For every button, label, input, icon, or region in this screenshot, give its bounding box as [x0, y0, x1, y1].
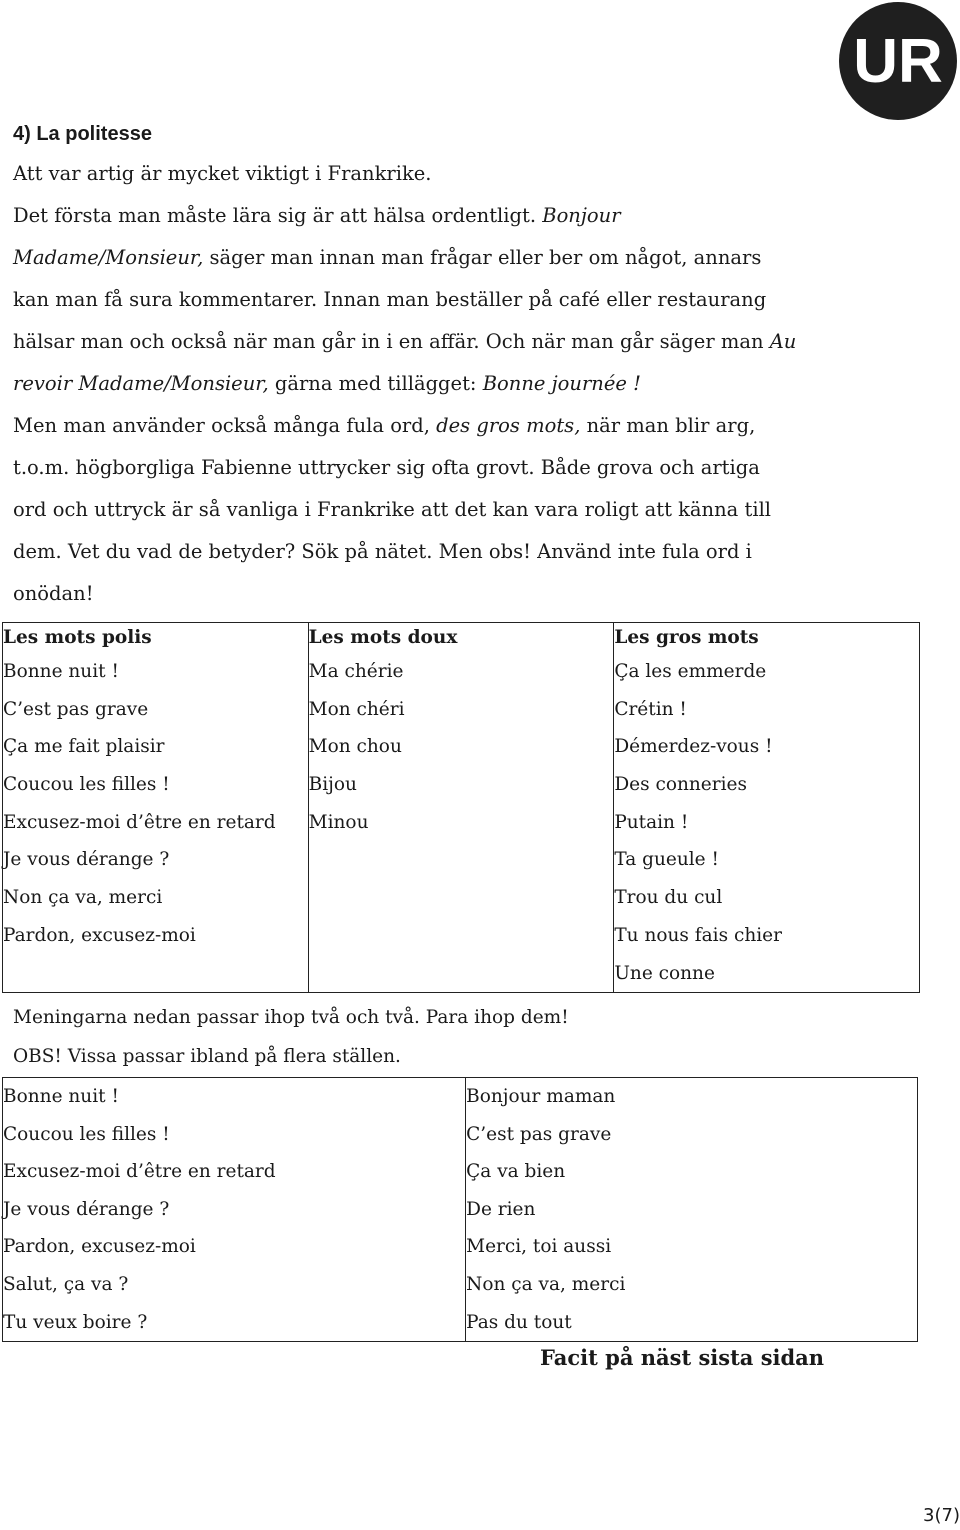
match-column-right [466, 1078, 918, 1342]
intro-line [13, 153, 813, 195]
match-item-right: Non ça va, merci [466, 1273, 626, 1295]
match-item-left: Excusez-moi d’être en retard [3, 1161, 276, 1183]
vocab-item: Non ça va, merci [3, 887, 163, 909]
intro-line [13, 237, 813, 279]
intro-text [13, 153, 813, 615]
vocab-item: Pardon, excusez-moi [3, 924, 196, 946]
vocab-item: Putain ! [614, 811, 689, 833]
vocab-column-gros [614, 623, 920, 993]
match-item-right: Bonjour maman [466, 1086, 616, 1107]
intro-line [13, 279, 813, 321]
vocab-item: Minou [308, 811, 369, 833]
intro-text-run: dem. Vet du vad de betyder? Sök på nätet. Men obs! Använd inte fula ord i [13, 540, 752, 563]
page-number: 3(7) [923, 1505, 960, 1526]
intro-line [13, 573, 813, 615]
match-item-right: Pas du tout [466, 1311, 572, 1333]
instruction-line: Meningarna nedan passar ihop två och två. Para ihop dem! [13, 1007, 569, 1028]
intro-italic-phrase: Bonjour [542, 204, 621, 227]
facit-note: Facit på näst sista sidan [540, 1345, 825, 1370]
vocab-item: Ma chérie [308, 661, 404, 682]
column-header: Les mots doux [308, 627, 458, 648]
intro-line [13, 405, 813, 447]
match-item-left: Pardon, excusez-moi [3, 1236, 196, 1258]
vocab-item: Une conne [614, 962, 715, 984]
intro-italic-phrase: revoir Madame/Monsieur, [13, 372, 269, 395]
intro-text-run: t.o.m. högborgliga Fabienne uttrycker sig ofta grovt. Både grova och artiga [13, 456, 760, 479]
vocab-item: Crétin ! [614, 698, 687, 720]
intro-text-run: onödan! [13, 582, 94, 605]
intro-line [13, 321, 813, 363]
vocab-table [2, 622, 920, 993]
vocab-item: Bonne nuit ! [3, 661, 119, 682]
intro-line [13, 363, 813, 405]
match-item-right: Ça va bien [466, 1161, 566, 1183]
intro-line [13, 447, 813, 489]
instruction-line: OBS! Vissa passar ibland på flera ställen. [13, 1045, 401, 1067]
column-header: Les mots polis [3, 627, 152, 648]
intro-line [13, 531, 813, 573]
intro-text-run: kan man få sura kommentarer. Innan man beställer på café eller restaurang [13, 288, 767, 311]
match-item-right: Merci, toi aussi [466, 1236, 612, 1258]
intro-text-run: gärna med tillägget: [268, 372, 483, 395]
match-item-left: Je vous dérange ? [3, 1198, 170, 1220]
vocab-item: Démerdez-vous ! [614, 736, 773, 758]
match-table [2, 1077, 918, 1342]
intro-italic-phrase: Au [769, 330, 797, 353]
intro-text-run: Det första man måste lära sig är att hälsa ordentligt. [13, 204, 543, 227]
intro-text-run: hälsar man och också när man går in i en affär. Och när man går säger man [13, 330, 770, 353]
intro-italic-phrase: des gros mots, [436, 414, 581, 437]
intro-text-run: Men man använder också många fula ord, [13, 414, 437, 437]
vocab-item: Excusez-moi d’être en retard [3, 811, 276, 833]
match-item-left: Salut, ça va ? [3, 1273, 129, 1295]
intro-italic-phrase: Bonne journée ! [482, 372, 641, 395]
vocab-column-doux [308, 623, 614, 993]
intro-line [13, 489, 813, 531]
vocab-item: Coucou les filles ! [3, 774, 170, 796]
vocab-item: Des conneries [614, 774, 747, 796]
vocab-column-polis [3, 623, 309, 993]
vocab-item: Bijou [308, 774, 357, 796]
match-column-left [3, 1078, 466, 1342]
ur-logo [839, 2, 957, 120]
ur-logo-mark [839, 2, 957, 120]
column-header: Les gros mots [614, 627, 759, 648]
vocab-item: Ça me fait plaisir [3, 736, 165, 758]
intro-text-run: Att var artig är mycket viktigt i Frankrike. [13, 162, 432, 185]
vocab-item: Trou du cul [614, 887, 723, 909]
intro-text-run: när man blir arg, [580, 414, 756, 437]
section-title: 4) La politesse [13, 123, 152, 145]
vocab-item: Tu nous fais chier [614, 924, 782, 946]
intro-text-run: ord och uttryck är så vanliga i Frankrike att det kan vara roligt att känna till [13, 498, 772, 521]
vocab-item: C’est pas grave [3, 698, 149, 720]
match-item-left: Coucou les filles ! [3, 1123, 170, 1145]
match-item-left: Tu veux boire ? [3, 1311, 148, 1333]
instructions [13, 999, 569, 1076]
intro-text-run: säger man innan man frågar eller ber om något, annars [203, 246, 762, 269]
ur-logo-text: UR [853, 27, 943, 96]
match-item-right: De rien [466, 1198, 536, 1220]
match-item-left: Bonne nuit ! [3, 1086, 119, 1107]
vocab-item: Mon chéri [308, 698, 405, 720]
intro-line [13, 195, 813, 237]
intro-italic-phrase: Madame/Monsieur, [13, 246, 204, 269]
vocab-item: Ta gueule ! [614, 849, 719, 871]
vocab-item: Mon chou [308, 736, 402, 758]
vocab-item: Ça les emmerde [614, 661, 767, 682]
match-item-right: C’est pas grave [466, 1123, 612, 1145]
vocab-item: Je vous dérange ? [3, 849, 170, 871]
